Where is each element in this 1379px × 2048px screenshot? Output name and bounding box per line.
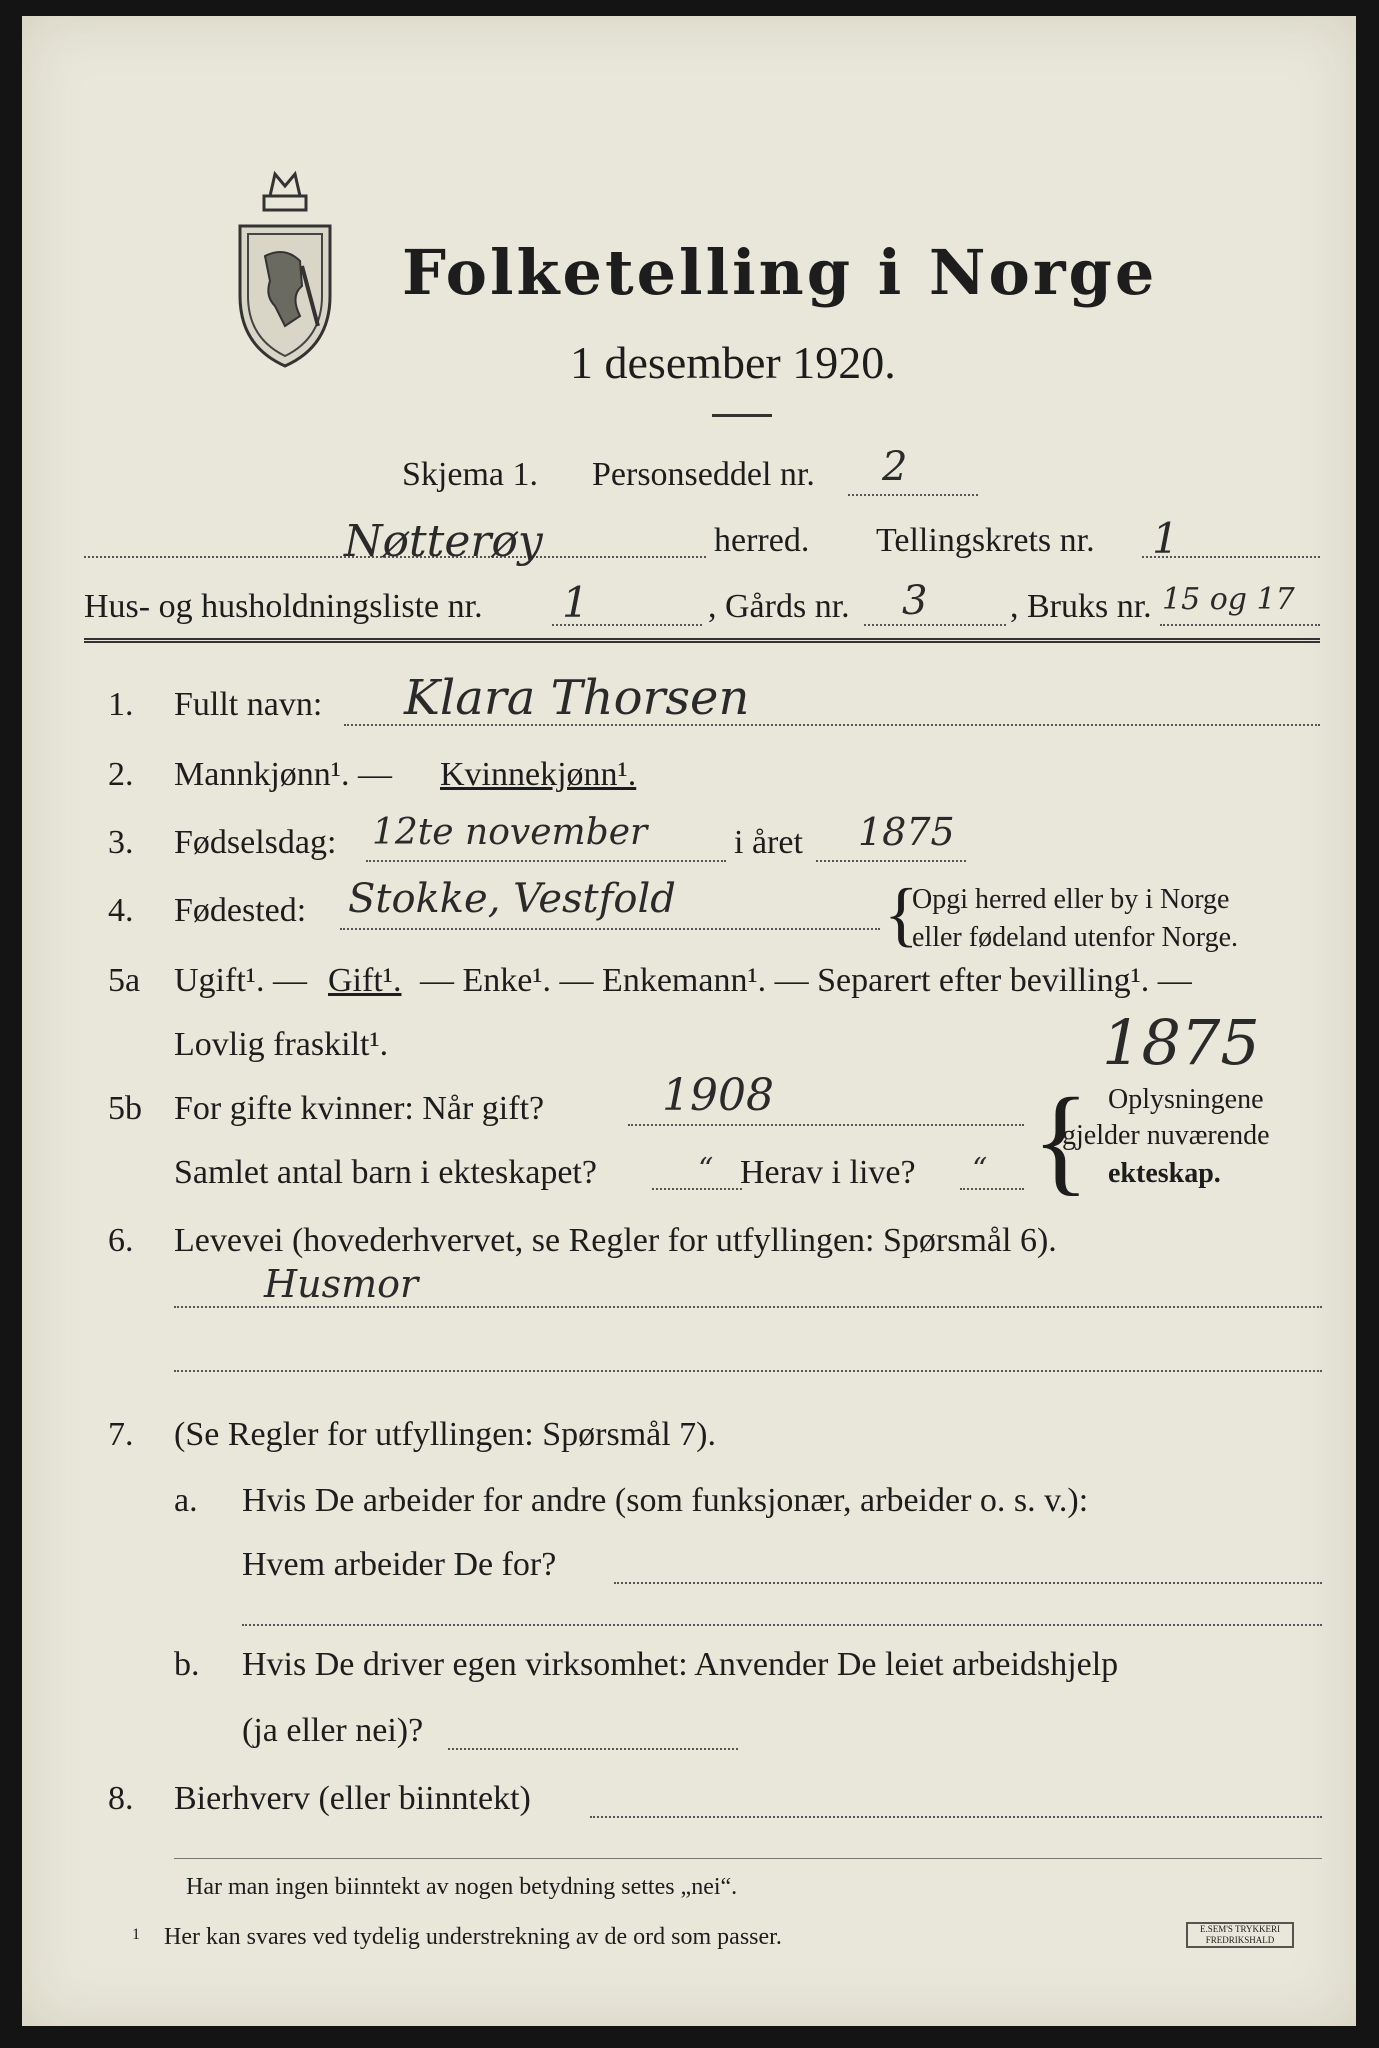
occupation-field[interactable] bbox=[174, 1306, 1322, 1308]
q7a-question: Hvem arbeider De for? bbox=[242, 1546, 557, 1583]
bruks-label: , Bruks nr. bbox=[1010, 588, 1152, 625]
personseddel-label: Personseddel nr. bbox=[592, 456, 815, 493]
footer-divider bbox=[174, 1858, 1322, 1859]
q7b-letter: b. bbox=[174, 1646, 200, 1683]
q2-number: 2. bbox=[108, 756, 134, 793]
q1-label: Fullt navn: bbox=[174, 686, 323, 723]
gards-field[interactable] bbox=[864, 624, 1006, 626]
q2-selected-gender: Kvinnekjønn¹. bbox=[440, 756, 637, 793]
norwegian-coat-of-arms-icon bbox=[230, 166, 340, 376]
personseddel-field[interactable] bbox=[848, 494, 978, 496]
hus-value: 1 bbox=[562, 578, 589, 627]
q8-number: 8. bbox=[108, 1780, 134, 1817]
personseddel-value: 2 bbox=[882, 444, 908, 490]
q5b-alive-label: Herav i live? bbox=[740, 1154, 916, 1191]
herred-value: Nøtterøy bbox=[344, 516, 543, 567]
married-year-value: 1908 bbox=[662, 1070, 774, 1121]
census-date: 1 desember 1920. bbox=[570, 337, 896, 388]
side-income-field[interactable] bbox=[590, 1816, 1322, 1818]
birth-year-field[interactable] bbox=[816, 860, 966, 862]
bruks-field[interactable] bbox=[1160, 624, 1320, 626]
title-divider bbox=[712, 414, 772, 417]
full-name-value: Klara Thorsen bbox=[404, 670, 750, 726]
occupation-value: Husmor bbox=[264, 1262, 419, 1306]
q5b-children-label: Samlet antal barn i ekteskapet? bbox=[174, 1154, 597, 1191]
footnote-text: Her kan svares ved tydelig understrekning av de ord som passer. bbox=[164, 1924, 782, 1950]
footnote-mark: 1 bbox=[132, 1926, 140, 1943]
q3-number: 3. bbox=[108, 824, 134, 861]
birth-year-value: 1875 bbox=[858, 810, 955, 854]
q5b-note-line2: gjelder nuværende bbox=[1062, 1120, 1270, 1151]
census-form bbox=[22, 16, 1356, 2026]
header-divider bbox=[84, 638, 1320, 643]
hired-help-field[interactable] bbox=[448, 1748, 738, 1750]
birthday-field[interactable] bbox=[366, 860, 726, 862]
hus-label: Hus- og husholdningsliste nr. bbox=[84, 588, 483, 625]
q5b-label: For gifte kvinner: Når gift? bbox=[174, 1090, 545, 1127]
bruks-value: 15 og 17 bbox=[1162, 582, 1295, 617]
employer-field[interactable] bbox=[614, 1582, 1322, 1584]
q5b-note-brace: { bbox=[1032, 1073, 1090, 1206]
q7-number: 7. bbox=[108, 1416, 134, 1453]
birthplace-value: Stokke, Vestfold bbox=[348, 876, 676, 922]
q3-year-label: i året bbox=[734, 824, 803, 861]
q3-label: Fødselsdag: bbox=[174, 824, 337, 861]
q8-label: Bierhverv (eller biinntekt) bbox=[174, 1780, 531, 1817]
q5b-note-line3: ekteskap. bbox=[1108, 1158, 1221, 1189]
q6-label: Levevei (hovederhvervet, se Regler for utfyllingen: Spørsmål 6). bbox=[174, 1222, 1057, 1259]
q1-number: 1. bbox=[108, 686, 134, 723]
footer-note: Har man ingen biinntekt av nogen betydning settes „nei“. bbox=[186, 1874, 738, 1900]
q4-note-line2: eller fødeland utenfor Norge. bbox=[912, 922, 1239, 953]
q5a-number: 5a bbox=[108, 962, 141, 999]
q4-note-brace: { bbox=[884, 874, 919, 954]
gards-label: , Gårds nr. bbox=[708, 588, 850, 625]
q5b-number: 5b bbox=[108, 1090, 142, 1127]
alive-field[interactable] bbox=[960, 1188, 1024, 1190]
q6-number: 6. bbox=[108, 1222, 134, 1259]
q5a-margin-note: 1875 bbox=[1102, 1006, 1260, 1079]
employer-field-line2[interactable] bbox=[242, 1624, 1322, 1626]
tellingskrets-label: Tellingskrets nr. bbox=[876, 522, 1095, 559]
married-year-field[interactable] bbox=[628, 1124, 1024, 1126]
q4-number: 4. bbox=[108, 892, 134, 929]
herred-label: herred. bbox=[714, 522, 810, 559]
alive-value: “ bbox=[972, 1152, 988, 1187]
q7b-text: Hvis De driver egen virksomhet: Anvender De leiet arbeidshjelp bbox=[242, 1646, 1119, 1683]
q5a-selected-status: Gift¹. bbox=[328, 962, 402, 999]
children-value: “ bbox=[698, 1152, 714, 1187]
q4-label: Fødested: bbox=[174, 892, 307, 929]
q7-label: (Se Regler for utfyllingen: Spørsmål 7). bbox=[174, 1416, 717, 1453]
q5a-line2: Lovlig fraskilt¹. bbox=[174, 1026, 389, 1063]
birthplace-field[interactable] bbox=[340, 928, 880, 930]
tellingskrets-value: 1 bbox=[1152, 514, 1179, 563]
q7a-text: Hvis De arbeider for andre (som funksjonær, arbeider o. s. v.): bbox=[242, 1482, 1089, 1519]
schema-label: Skjema 1. bbox=[402, 456, 538, 493]
q5b-note-line1: Oplysningene bbox=[1108, 1084, 1264, 1115]
occupation-field-line2[interactable] bbox=[174, 1370, 1322, 1372]
q4-note-line1: Opgi herred eller by i Norge bbox=[912, 884, 1230, 915]
printer-stamp: E.SEM'S TRYKKERI FREDRIKSHALD bbox=[1186, 1922, 1294, 1948]
birthday-value: 12te november bbox=[372, 812, 648, 853]
q5a-other-statuses: — Enke¹. — Enkemann¹. — Separert efter bevilling¹. — bbox=[420, 962, 1192, 999]
gards-value: 3 bbox=[902, 578, 928, 624]
q5a-ugift: Ugift¹. — bbox=[174, 962, 307, 999]
q7b-question: (ja eller nei)? bbox=[242, 1712, 424, 1749]
q7a-letter: a. bbox=[174, 1482, 198, 1519]
children-field[interactable] bbox=[652, 1188, 742, 1190]
q2-text: Mannkjønn¹. — bbox=[174, 756, 392, 793]
form-title: Folketelling i Norge bbox=[402, 236, 1158, 309]
